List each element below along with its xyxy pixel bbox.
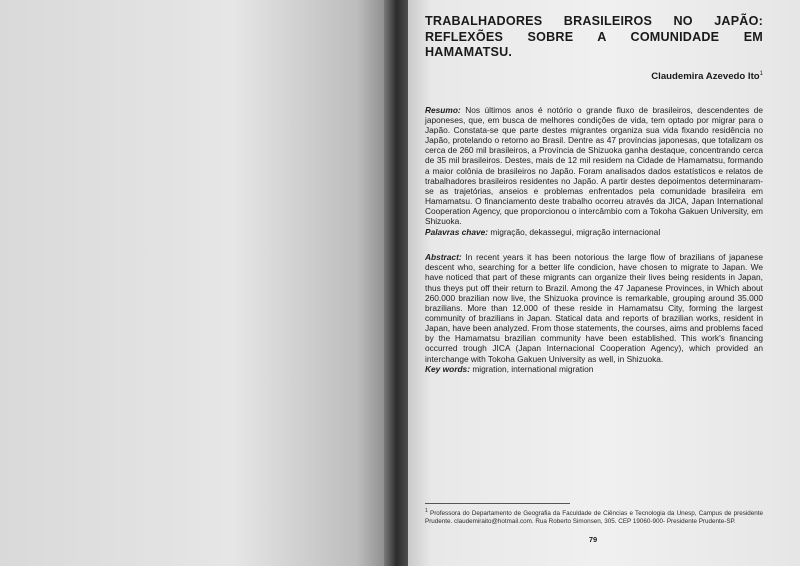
page-number: 79: [588, 535, 598, 544]
footnote-divider: [425, 503, 570, 504]
keywords-english: [425, 364, 763, 375]
keywords-pt-text: migração, dekassegui, migração internacional: [490, 226, 661, 237]
keywords-en-text: migration, international migration: [472, 363, 594, 374]
keywords-pt-label: Palavras chave:: [425, 226, 489, 237]
right-page: [408, 0, 800, 566]
title-line-2: REFLEXÕES SOBRE A COMUNIDADE EM: [425, 29, 763, 44]
article-title: [425, 14, 763, 61]
abstract-pt-text: Nos últimos anos é notório o grande fluxo de brasileiros, descendentes de japoneses, que, em busca de melhores condições de vida, tem optado por migrar para o Japão. Constata-se que parte destes migrantes organiza sua vida fixando residência no Japão, protelando o retorno ao Brasil. Dentre as 47 províncias japonesas, que totalizam os cerca de 260 mil brasileiros, a Província de Shizuoka ganha destaque, concentrando cerca de 35 mil brasileiros. Destes, mais de 12 mil residem na Cidade de Hamamatsu, formando a maior colônia de brasileiros no Japão. Foram analisados dados estatísticos e relatos de trabalhadores brasileiros residentes no Japão. A partir destes depoimentos determinaram-se as trajetórias, anseios e problemas enfrentados pela comunidade brasileira em Hamamatsu. O financiamento deste trabalho ocorreu através da JICA, Japan International Cooperation Agency, que proporcionou o intercâmbio com a Tokoha Gakuen University, em Shizuoka.: [425, 104, 763, 227]
keywords-en-label: Key words:: [425, 363, 470, 374]
abstract-portuguese: [425, 105, 763, 227]
abstract-pt-label: Resumo:: [425, 104, 461, 115]
abstract-english: [425, 252, 763, 364]
title-line-1: TRABALHADORES BRASILEIROS NO JAPÃO:: [425, 14, 763, 28]
author-footnote-mark: 1: [759, 70, 763, 77]
keywords-portuguese: [425, 227, 763, 238]
author-name: Claudemira Azevedo Ito: [651, 70, 760, 82]
article-content: [425, 14, 763, 374]
footnote-text: Professora do Departamento de Geografia da Faculdade de Ciências e Tecnologia da Unesp, Campus de presidente Prudente. claudemiraito@hotmail.com. Rua Roberto Simonsen, 305. CEP 19060-900- Presidente Prudente-SP.: [425, 510, 764, 526]
footnote: [425, 507, 763, 527]
author-line: [425, 71, 763, 82]
abstract-en-text: In recent years it has been notorious the large flow of brazilians of japanese descent who, searching for a better life condicion, have chosen to migrate to Japan. We have noticed that part of these migrants can organize their lives being residents in Japan, thus theys put off their return to Brazil. Among the 47 Japanese Provinces, in Which about 260.000 brazilian now live, the Shizuoka province is remarkable, grouping around 35.000 brazilians. More than 12.000 of these reside in Hamamatsu City, forming the largest community of brazilians in Japan. Statical data and reports of brazilian works, resident in Japan, have been analyzed. From those statements, the courses, aims and problems faced by the Hamamatsu brazilian community have been established. This work's financing occurred trough JICA (Japan Internacional Cooperation Agency), which provided an interchange with Tokoha Gakuen University as well, in Shizuoka.: [425, 252, 763, 364]
left-page: [0, 0, 388, 566]
title-line-3: HAMAMATSU.: [425, 45, 513, 59]
abstract-en-label: Abstract:: [425, 252, 462, 263]
footnote-mark: 1: [425, 508, 428, 514]
